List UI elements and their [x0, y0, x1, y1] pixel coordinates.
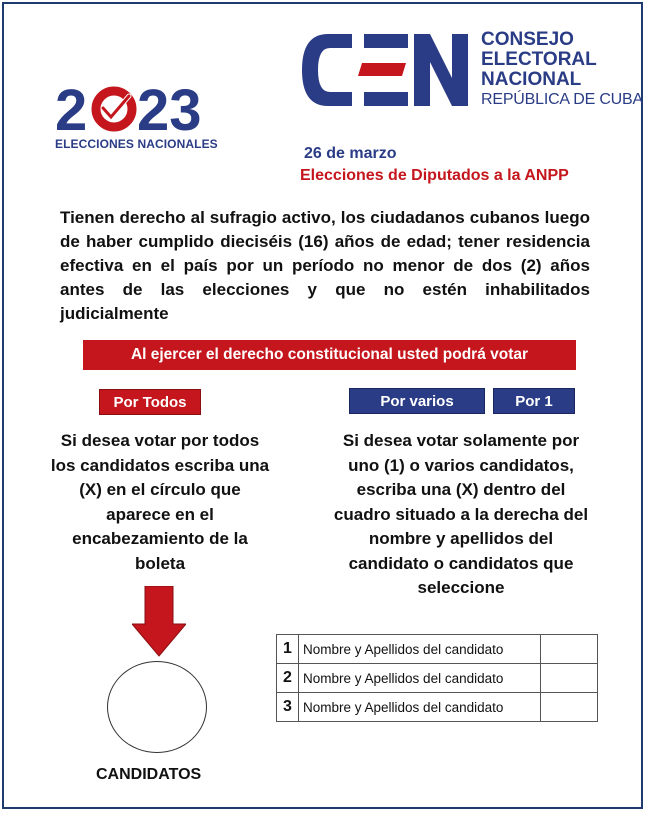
por-varios-label: Por varios: [349, 388, 485, 414]
ballot-row-name: Nombre y Apellidos del candidato: [299, 693, 541, 722]
por-uno-label: Por 1: [493, 388, 575, 414]
right-instruction: Si desea votar solamente por uno (1) o varios candidatos, escriba una (X) dentro del cuadro situado a la derecha del nombre y apellidos del candidato o candidatos que seleccione: [333, 431, 589, 597]
cen-logo-mark: [300, 30, 472, 110]
cen-logo-e-middle: [358, 63, 406, 76]
ballot-row-name: Nombre y Apellidos del candidato: [299, 664, 541, 693]
ballot-row-number: 2: [277, 664, 299, 693]
ballot-table: [276, 634, 598, 722]
eligibility-paragraph: Tienen derecho al sufragio activo, los ciudadanos cubanos luego de haber cumplido dieciséis (16) años de edad; tener residencia efectiva en el país por un período no menor de dos (2) años antes de las elecciones y que no estén inhabilitados judicialmente: [60, 208, 590, 323]
candidatos-label: CANDIDATOS: [96, 766, 202, 783]
ballot-row-name: Nombre y Apellidos del candidato: [299, 635, 541, 664]
ballot-row-box[interactable]: [541, 635, 598, 664]
cen-name: [481, 30, 643, 110]
logo-2023: [55, 80, 237, 136]
cen-line-3: NACIONAL: [481, 69, 582, 90]
logo-2023-digit-2: 2: [55, 80, 88, 136]
left-instruction: Si desea votar por todos los candidatos escriba una (X) en el círculo que aparece en el encabezamiento de la boleta: [50, 431, 270, 573]
cen-line-2: ELECTORAL: [481, 49, 597, 70]
vote-banner: Al ejercer el derecho constitucional usted podrá votar: [83, 340, 576, 370]
vote-all-circle[interactable]: [107, 661, 207, 753]
cen-line-1: CONSEJO: [481, 29, 574, 50]
ballot-row-number: 1: [277, 635, 299, 664]
ballot-row: [277, 693, 598, 722]
ballot-row-box[interactable]: [541, 664, 598, 693]
arrow-down-icon: [132, 586, 186, 658]
por-todos-label: Por Todos: [99, 389, 201, 415]
ballot-row: [277, 635, 598, 664]
ballot-row-number: 3: [277, 693, 299, 722]
cen-logo-n: [414, 34, 468, 106]
cen-logo-c: [302, 34, 352, 106]
cen-logo-e-top: [364, 34, 408, 48]
cen-logo-e-bottom: [364, 92, 408, 106]
cen-line-4: REPÚBLICA DE CUBA: [481, 91, 643, 108]
logo-2023-digits-23: 23: [137, 80, 202, 136]
ballot-row: [277, 664, 598, 693]
logo-2023-caption: ELECCIONES NACIONALES: [55, 137, 218, 151]
election-title: Elecciones de Diputados a la ANPP: [300, 167, 569, 184]
election-date: 26 de marzo: [304, 145, 397, 162]
ballot-row-box[interactable]: [541, 693, 598, 722]
